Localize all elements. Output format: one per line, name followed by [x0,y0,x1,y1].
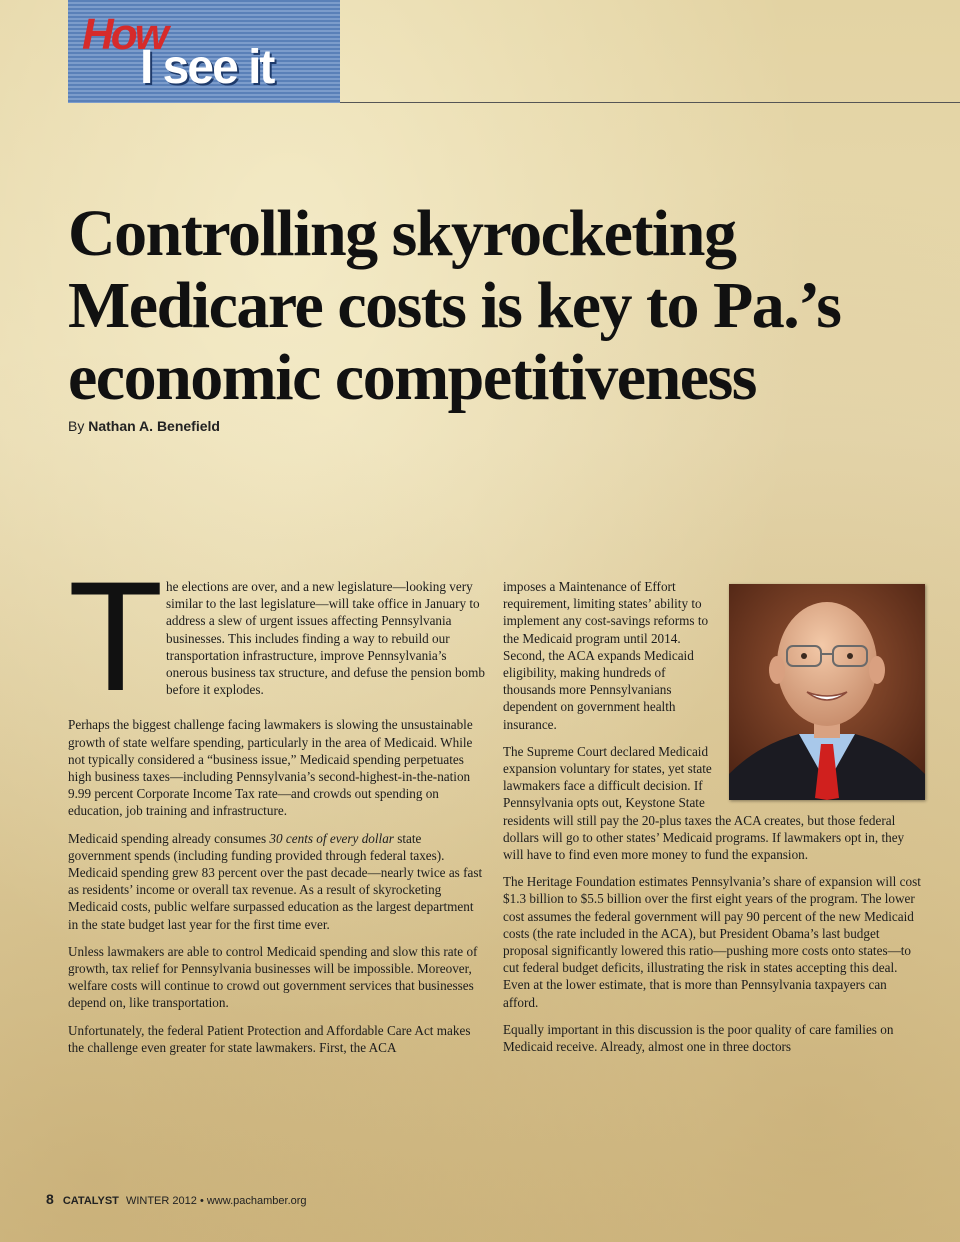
issue-label: WINTER 2012 [125,1195,197,1207]
paragraph-text: Medicaid spending already consumes [68,830,270,846]
paragraph: Perhaps the biggest challenge facing lawmakers is slowing the unsustainable growth of state welfare spending, particularly in the area of Medicaid. While not typically considered a “business issue,” Medicaid spending perpetuates high business taxes—including Pennsylvania’s second-highest-in-the-nation 9.99 percent Corporate Income Tax rate—and crowds out spending on education, job training and infrastructure. [68,717,473,819]
header-rule [340,102,960,103]
logo-how-text: How [82,10,166,59]
author-portrait-image [729,584,925,800]
logo-isee-text: I see it [140,41,274,94]
paragraph-text: state government spends (including funding provided through federal taxes). Medicaid spending grew 83 percent over the past decade—nearly twice as fast as residents’ income or overall tax revenue. As a result of skyrocketing Medicaid costs, public welfare surpassed education as the largest department in the state budget last year for the first time ever. [68,830,483,932]
article-column-right [503,578,921,1065]
drop-cap: T [68,550,164,724]
paragraph [68,830,486,933]
byline-author: Nathan A. Benefield [88,418,220,434]
article-column-left [68,550,486,1066]
emphasis-text: 30 cents of every dollar [269,830,394,846]
article-headline: Controlling skyrocketing Medicare costs is key to Pa.’s economic competitiveness [68,197,841,414]
byline-prefix: By [68,418,85,434]
website-url: www.pachamber.org [206,1195,307,1207]
paragraph: Equally important in this discussion is the poor quality of care families on Medicaid receive. Already, almost one in three doctors [503,1021,894,1055]
paragraph: The Heritage Foundation estimates Pennsylvania’s share of expansion will cost $1.3 billion to $5.5 billion over the first eight years of the program. The lower cost assumes the federal government will pay 90 percent of the new Medicaid costs (the rate included in the ACA), but President Obama’s last budget proposal significantly lowered this ratio—pushing more costs onto states—to cut federal budget deficits, illustrating the risk in states accepting this deal. Even at the lower estimate, that is more than Pennsylvania taxpayers can afford. [503,874,921,1010]
byline [68,418,220,434]
section-logo [68,0,340,103]
footer-bullet: • [199,1195,204,1207]
paragraph: Unless lawmakers are able to control Medicaid spending and slow this rate of growth, tax relief for Pennsylvania businesses will be impossible. Moreover, welfare costs will continue to crowd out government services that businesses depend on, like transportation. [68,943,478,1011]
paragraph: imposes a Maintenance of Effort requirement, limiting states’ ability to implement any cost-savings reforms to the Medicaid program until 2014. Second, the ACA expands Medicaid eligibility, making hundreds of thousands more Pennsylvanians dependent on government health insurance. [503,579,709,732]
paragraph: The Supreme Court declared Medicaid expansion voluntary for states, yet state lawmakers face a difficult decision. If Pennsylvania opts out, Keystone State residents will still pay the 20-plus taxes the ACA creates, but those federal dollars will go to other states’ Medicaid programs. If lawmakers opt in, they will have to find even more money to fund the expansion. [503,743,905,863]
author-photo [729,584,925,800]
page-footer [46,1191,307,1207]
page-number: 8 [46,1191,54,1207]
magazine-name: CATALYST [62,1195,119,1207]
intro-paragraph: he elections are over, and a new legislature—looking very similar to the last legislature—will take office in January to address a slew of urgent issues affecting Pennsylvania businesses. This includes finding a way to rebuild our transportation infrastructure, improve Pennsylvania’s onerous business tax structure, and defuse the pension bomb before it explodes. [166,579,485,698]
paragraph: Unfortunately, the federal Patient Protection and Affordable Care Act makes the challenge even greater for state lawmakers. First, the ACA [68,1022,471,1055]
